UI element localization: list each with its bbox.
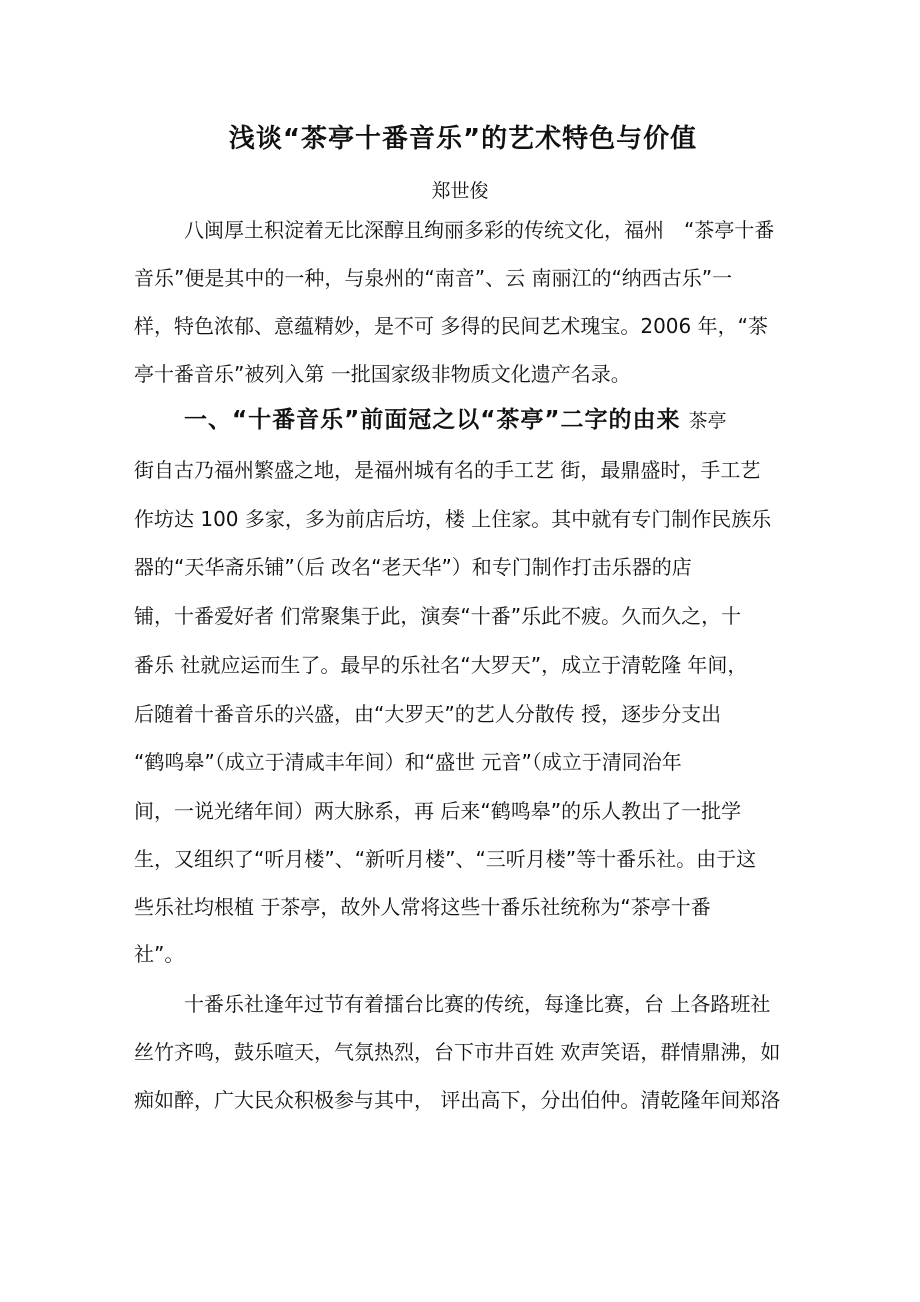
paragraph-line: 十番乐社逢年过节有着擂台比赛的传统，每逢比赛，台 上各路班社 [184,992,771,1016]
paragraph-line: 街自古乃福州繁盛之地，是福州城有名的手工艺 街，最鼎盛时，手工艺 [134,458,761,482]
paragraph-line: 器的“天华斋乐铺”（后 改名“老天华”）和专门制作打击乐器的店 [134,555,692,579]
paragraph-line: 后随着十番音乐的兴盛，由“大罗天”的艺人分散传 授，逐步分支出 [134,702,722,726]
paragraph-line: 亭十番音乐”被列入第 一批国家级非物质文化遗产名录。 [134,362,631,386]
document-title: 浅谈“茶亭十番音乐”的艺术特色与价值 [228,124,698,154]
paragraph-line: 痴如醉，广大民众积极参与其中， 评出高下，分出伯仲。清乾隆年间郑洛 [134,1088,781,1112]
paragraph-line: 作坊达 100 多家，多为前店后坊，楼 上住家。其中就有专门制作民族乐 [134,507,772,531]
paragraph-line: 间，一说光绪年间）两大脉系，再 后来“鹤鸣皋”的乐人教出了一批学 [134,799,742,823]
paragraph-line: 铺，十番爱好者 们常聚集于此，演奏“十番”乐此不疲。久而久之，十 [134,604,742,628]
paragraph-line: 社”。 [134,942,185,966]
section-heading-line [184,406,726,435]
paragraph-line: 八闽厚土积淀着无比深醇且绚丽多彩的传统文化，福州 “茶亭十番 [184,218,775,242]
paragraph-line: “鹤鸣皋”（成立于清咸丰年间）和“盛世 元音”（成立于清同治年 [134,750,682,774]
paragraph-line: 些乐社均根植 于茶亭，故外人常将这些十番乐社统称为“茶亭十番 [134,895,711,919]
paragraph-line: 音乐”便是其中的一种，与泉州的“南音”、云 南丽江的“纳西古乐”一 [134,266,733,290]
author-name: 郑世俊 [431,180,489,202]
paragraph-line: 番乐 社就应运而生了。最早的乐社名“大罗天”，成立于清乾隆 年间， [134,653,748,677]
paragraph-line: 样，特色浓郁、意蕴精妙，是不可 多得的民间艺术瑰宝。2006 年，“茶 [134,314,768,338]
section-heading: 一、“十番音乐”前面冠之以“茶亭”二字的由来 [184,407,681,433]
paragraph-line: 生，又组织了“听月楼”、“新听月楼”、“三听月楼”等十番乐社。由于这 [134,847,757,871]
paragraph-line: 丝竹齐鸣，鼓乐喧天，气氛热烈，台下市井百姓 欢声笑语，群情鼎沸，如 [134,1040,781,1064]
section-heading-continuation: 茶亭 [688,410,727,432]
